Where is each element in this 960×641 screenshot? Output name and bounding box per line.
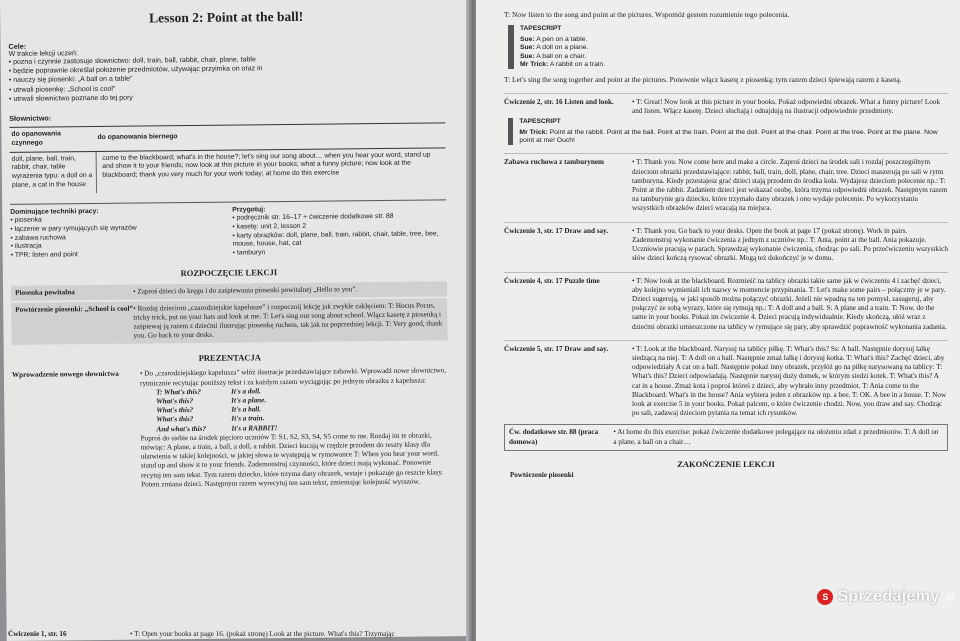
repeat-label: Powtórzenie piosenki: „School is cool” — [15, 304, 134, 315]
vocab-label: Słownictwo: — [9, 113, 52, 123]
exercise-5-row — [504, 340, 948, 419]
vocab-passive-header: do opanowania biernego — [95, 123, 445, 151]
goal-item: • nauczy się piosenki: „A ball on a table” — [9, 72, 445, 86]
game-label: Zabawa ruchowa z tamburynem — [504, 158, 605, 167]
welcome-song-row — [11, 282, 447, 302]
exercise-3-row — [504, 222, 948, 264]
dialog-a: It's a doll. — [231, 387, 261, 396]
intro-vocab-continuation: Poproś do siebie na środek pięcioro uczniów T: S1, S2, S3, S4, S5 come to me. Rozdaj im te obrazki, mówiąc: A plane, a train, a ball, a doll, a rabbit. Dzieci kucają w rzędzie przodem do reszty klasy dla ułatwienia w takiej kolejności, w jakiej słowa te występują w rymowance T: When you hear your word, stand up and show it to your friends. Zademonstruj czynności, które dzieci mają wykonać. Ponownie recytuj ten sam tekst. Tym razem dziecko, które trzyma dany obrazek, wstaje i pokazuje go reszcie klasy. Potem zmiana dzieci. Następnym razem wyrecytuj ten sam tekst, zmieniając kolejność wyrazów. — [140, 431, 444, 489]
dialog-q: What's this? — [156, 396, 194, 406]
exercise-4-label: Ćwiczenie 4, str. 17 Puzzle time — [504, 276, 600, 285]
goal-item: • utrwali piosenkę: „School is cool” — [9, 81, 445, 95]
exercise-5-label: Ćwiczenie 5, str. 17 Draw and say. — [504, 344, 609, 353]
welcome-label: Piosenka powitalna — [15, 288, 75, 298]
vocab-active-cell: doll, plane, ball, train, rabbit, chair, table wyrażenia typu: a doll on a plane, a cat in the house — [11, 154, 93, 189]
heading-end: ZAKOŃCZENIE LEKCJI — [677, 458, 775, 469]
watermark-suffix: .pl — [943, 591, 954, 603]
goal-item: • będzie poprawnie określał położenie przedmiotów, używając przyimka on oraz in — [9, 63, 445, 77]
tapescript-line: Sue: A pen on a table. — [520, 35, 588, 43]
watermark-logo — [817, 588, 954, 606]
tapescript-2 — [508, 118, 948, 145]
logo-icon: S — [817, 589, 833, 605]
repeat-song-label-end: Powtórzenie piosenki — [510, 470, 574, 479]
prep-item: • karty obrazków: doll, plane, ball, train, rabbit, chair, table, tree, bee, mouse, house, hat, cat — [232, 230, 446, 249]
tapescript-1 — [508, 25, 948, 69]
prep-item: • kasetę: unit 2, lesson 2 — [232, 221, 446, 232]
tapescript-title: TAPESCRIPT — [519, 118, 561, 126]
vocab-active-header: do opanowania czynnego — [9, 127, 95, 152]
heading-start: ROZPOCZĘCIE LEKCJI — [180, 267, 278, 279]
homework-text: • At home do this exercise: pokaż ćwiczenie dodatkowe polegające na ułożeniu zdań z przedmiotów. T: A doll on a plane, a ball on a chair… — [613, 428, 939, 446]
technique-item: • zabawa ruchowa — [10, 232, 224, 243]
dialog-a: It's a RABBIT! — [231, 423, 278, 433]
dialog-a: It's a plane. — [231, 396, 267, 405]
goals-title: Cele: — [8, 41, 27, 51]
dialog-q: T: What's this? — [156, 387, 202, 397]
dialog-block — [140, 385, 448, 434]
repeat-song-row — [11, 299, 447, 346]
dialog-a: It's a train. — [231, 414, 265, 423]
lesson-title: Lesson 2: Point at the ball! — [149, 8, 304, 26]
prep-item: • tamburyn — [233, 247, 447, 258]
exercise-1-text: • T: Open your books at page 16. (pokaż stronę) Look at the picture. What's this? Trzymając — [130, 630, 395, 638]
tapescript-line: Mr Trick: Point at the rabbit. Point at the ball. Point at the train. Point at the doll. Point at the chair. Point at the tree. Point at the plane. Now point at me! Ouch! — [519, 128, 938, 145]
tapescript-line: Mr Trick: A rabbit on a train. — [520, 61, 606, 69]
goals-intro: W trakcie lekcji uczeń: — [8, 50, 78, 58]
prep-block — [224, 204, 447, 258]
exercise-2-text: • T: Great! Now look at this picture in your books. Pokaż odpowiedni obrazek. What a funny picture! Look and listen. Włącz kasetę. Dzieci słuchają i odnajdują na ilustracji odpowiednie przedmioty. — [632, 97, 941, 116]
exercise-3-text: • T: Thank you. Go back to your desks. Open the book at page 17 (pokaż stronę). Work in pairs. Zademonstruj wykonanie ćwiczenia z jednym z uczniów np.: T: Ania, point at the ball. Ania pokazuje. Uczniowie pracują w parach. Sprawdzaj wykonanie ćwiczenia, chodząc po sali. Po przećwiczeniu wszystkich słów dzieci kończą rysować obrazki. Mogą też dokończyć je w domu. — [632, 226, 948, 263]
intro-vocab-body — [140, 367, 449, 490]
welcome-text: • Zaproś dzieci do kręgu i do zaśpiewania piosenki powitalnej „Hello to you”. — [133, 285, 358, 296]
exercise-2-label: Ćwiczenie 2, str. 16 Listen and look. — [504, 97, 614, 106]
right-page — [476, 0, 960, 641]
dialog-q: What's this? — [156, 415, 194, 424]
heading-presentation: PREZENTACJA — [198, 352, 261, 364]
intro-vocab-row — [12, 367, 449, 491]
song-intro: T: Now listen to the song and point at the pictures. Wspomóż gestem rozumienie tego polecenia. — [504, 10, 790, 19]
goal-item: • pozna i czynnie zastosuje słownictwo: doll, train, ball, rabbit, chair, plane, table — [9, 53, 445, 67]
left-page — [0, 0, 477, 641]
exercise-4-text: • T: Now look at the blackboard. Rozmieść na tablicy obrazki takie same jak w ćwiczeniu 4 i zachęć dzieci, aby kolejno wymieniali ich nazwy w momencie przypinania. T: Let's make some pairs – połączmy je w pary. Dzieci sugerują, w jaki sposób można połączyć obrazki. Jeżeli nie wpadną na ten pomysł, zasugeruj, aby połączyć ze sobą wyrazy, które się rymują np.: T: A doll and a ball. S: A plane and a train. T: Now, do the same in your books. Pokaż im ćwiczenie 4. Dzieci pracują indywidualnie. Kiedy skończą, ułóż wraz z dziećmi obrazki umieszczone na tablicy w rymujące się pary, aby sprawdzić poprawność wykonania zadania. — [632, 276, 947, 331]
homework-label: Ćw. dodatkowe str. 88 (praca domowa) — [509, 428, 599, 446]
techniques-prep — [10, 199, 447, 260]
exercise-3-label: Ćwiczenie 3, str. 17 Draw and say. — [504, 226, 609, 235]
dialog-q: What's this? — [156, 406, 194, 415]
exercise-5-text: • T: Look at the blackboard. Narysuj na tablicy piłkę. T: What's this? Ss: A ball. Następnie dorysuj lalkę siedzącą na niej. T: A doll on a ball. Następnie zmaż lalkę i dorysuj kotka. T: What's this? Zachęć dzieci, aby odpowiedziały A cat on a ball. Następnie pokaż inny obrazek, przyłóż go na piłkę narysowaną na tablicy: T: What's this? Dzieci odpowiadają. Następnie narysuj duży domek, w którym siedzi kotek. T: What's this? A cat in a house. Zmaż kota i poproś któreś z dzieci, aby wybrało inny przedmiot. T: Ania come to the Blackboard: What's in the house? Ania wybiera jeden z obrazków np. a bee. T: OK. A bee in a house. T: Now look at exercise 5 in your books. Pokaż palcem, o które ćwiczenie chodzi. Now, you draw and say. Chodząc po sali, zadawaj dzieciom pytania na temat ich rysunków. — [632, 344, 947, 418]
repeat-text: • Rozdaj dzieciom „czarodziejskie kapelusze” i rozpocznij lekcję jak zwykle zaklęciem: T: Hocus Pocus, tricky trick, put on your hats and look at me. T: Let's sing our song about school. Włącz kasetę z piosenką i zaśpiewaj ją razem z dziećmi ilustrując piosenkę ruchem, tak jak na poprzedniej lekcji. T: Very good, thank you. Go back to your desks. — [133, 301, 443, 340]
exercise-1-label: Ćwiczenie 1, str. 16 — [8, 630, 67, 638]
game-text: • T: Thank you. Now come here and make a circle. Zaproś dzieci na środek sali i rozdaj poszczególnym dzieciom obrazki przedstawiające: rabbit, ball, train, doll, plane, chair, tree. Dzieci maszerują po sali w rytm tamburyna. Kiedy przestajesz grać dzieci stają przodem do środka koła. Wydajesz dzieciom polecenie np.: T: Point at the rabbit. Zadaniem dzieci jest wskazać osobę, która trzyma odpowiedni obrazek. Następnym razem na tamburynie gra dziecko, które trzymało dany obrazek i ono wydaje polecenie. Po wykorzystaniu wszystkich obrazków dzieci wracają na miejsca. — [632, 158, 948, 213]
technique-item: • piosenka — [10, 215, 224, 226]
technique-item: • łączenie w pary rymujących się wyrazów — [10, 224, 224, 235]
goals-list — [9, 53, 445, 104]
watermark-text: Sprzedajemy — [837, 588, 940, 605]
intro-vocab-text: • Do „czarodziejskiego kapelusza” włóż ilustracje przedstawiające zabawki. Wprowadź nowe słownictwo, rytmicznie recytując poniższy tekst i za każdym razem wyciągając po jednym obrazku z kapelusza: — [139, 366, 447, 388]
game-row — [504, 153, 948, 213]
homework-row — [504, 424, 948, 450]
vocab-table — [9, 122, 446, 193]
prep-item: • podręcznik str. 16–17 + ćwiczenie dodatkowe str. 88 — [232, 213, 446, 224]
exercise-4-row — [504, 272, 948, 332]
tapescript-line: Sue: A ball on a chair. — [520, 52, 587, 60]
after-song-text: T: Let's sing the song together and point at the pictures. Ponownie włącz kasetę z piosenką; tym razem dzieci śpiewają razem z kasetą. — [504, 75, 902, 85]
tapescript-bar — [508, 25, 514, 69]
technique-item: • ilustracja — [11, 241, 225, 252]
technique-item: • TPR: listen and point — [11, 249, 225, 260]
tapescript-bar — [508, 118, 513, 145]
exercise-2-row — [504, 93, 948, 116]
goal-item: • utrwali słownictwo poznane do tej pory — [9, 90, 445, 104]
prep-header: Przygotuj: — [232, 206, 266, 214]
techniques-block — [10, 206, 225, 260]
dialog-q: And what's this? — [156, 424, 207, 433]
tapescript-title: TAPESCRIPT — [520, 25, 562, 33]
intro-vocab-label: Wprowadzenie nowego słownictwa — [11, 370, 119, 380]
dialog-a: It's a ball. — [231, 405, 262, 414]
vocab-passive-cell: come to the blackboard; what's in the house?; let's sing our song about… when you hear your word, stand up and show it to your friends; now look at this picture in your books; what a funny picture; now look at the blackboard; thank you very much for your work today; at home do this exercise — [96, 147, 446, 192]
techniques-header: Dominujące techniki pracy: — [10, 207, 99, 216]
tapescript-line: Sue: A doll on a plane. — [520, 44, 589, 52]
